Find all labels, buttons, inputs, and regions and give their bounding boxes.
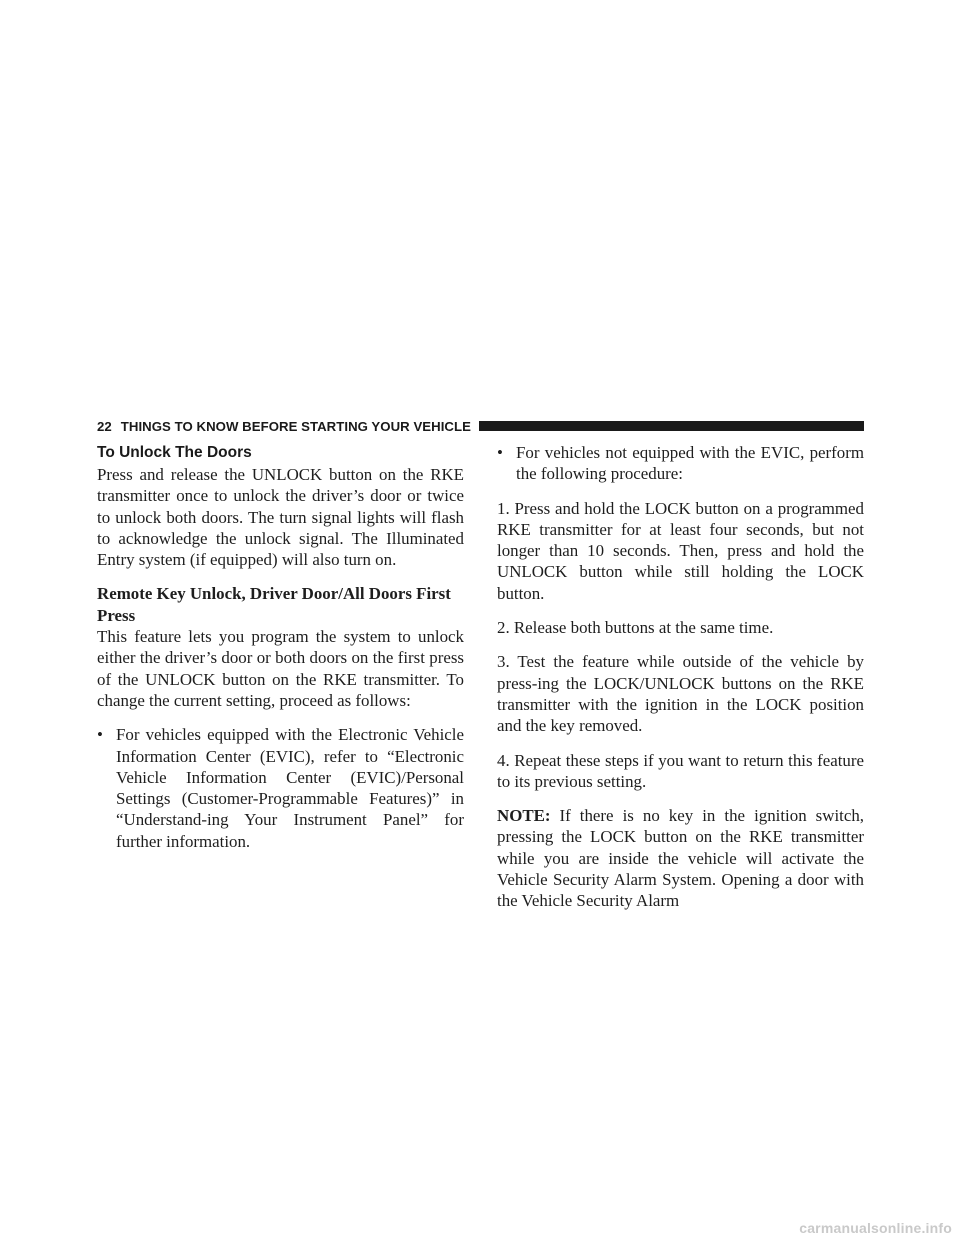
note-text: If there is no key in the ignition switch, pressing the LOCK button on the RKE transmitter while you are inside the vehicle will activate the Vehicle Security Alarm System. Opening a door with the Vehicle Security Alarm — [497, 806, 864, 911]
header-rule — [479, 421, 864, 431]
page-number: 22 — [97, 418, 112, 434]
unlock-paragraph: Press and release the UNLOCK button on the RKE transmitter once to unlock the driver’s door or twice to unlock both doors. The turn signal lights will flash to acknowledge the unlock signal. The Illuminated Entry system (if equipped) will also turn on. — [97, 465, 464, 570]
subsection-heading: Remote Key Unlock, Driver Door/All Doors First Press — [97, 584, 451, 625]
bullet-text: For vehicles equipped with the Electronic Vehicle Information Center (EVIC), refer to “Electronic Vehicle Information Center (EVIC)/Personal Settings (Customer-Programmable Features)” in “Understand-ing Your Instrument Panel” for further information. — [116, 725, 464, 851]
right-column — [497, 442, 864, 925]
bullet-text: For vehicles not equipped with the EVIC, perform the following procedure: — [516, 443, 864, 484]
left-column — [97, 442, 464, 865]
bullet-dot: • — [97, 725, 103, 745]
section-title: THINGS TO KNOW BEFORE STARTING YOUR VEHICLE — [120, 418, 471, 434]
bullet-item-no-evic — [497, 442, 864, 485]
feature-paragraph: This feature lets you program the system to unlock either the driver’s door or both doors on the first press of the UNLOCK button on the RKE transmitter. To change the current setting, proceed as follows: — [97, 627, 464, 710]
step-1: 1. Press and hold the LOCK button on a programmed RKE transmitter for at least four seconds, but not longer than 10 seconds. Then, press and hold the UNLOCK button while still holding the LOCK button. — [497, 498, 864, 603]
note-paragraph — [497, 805, 864, 911]
step-2: 2. Release both buttons at the same time. — [497, 618, 774, 638]
page-header — [97, 418, 864, 434]
section-heading: To Unlock The Doors — [97, 444, 252, 461]
step-3: 3. Test the feature while outside of the vehicle by press-ing the LOCK/UNLOCK buttons on the RKE transmitter with the ignition in the LOCK position and the key removed. — [497, 652, 864, 736]
watermark-logo: carmanualsonline.info — [799, 1220, 952, 1236]
bullet-item-evic — [97, 724, 464, 852]
note-label: NOTE: — [497, 806, 551, 826]
bullet-dot: • — [497, 443, 503, 462]
step-4: 4. Repeat these steps if you want to return this feature to its previous setting. — [497, 750, 864, 791]
